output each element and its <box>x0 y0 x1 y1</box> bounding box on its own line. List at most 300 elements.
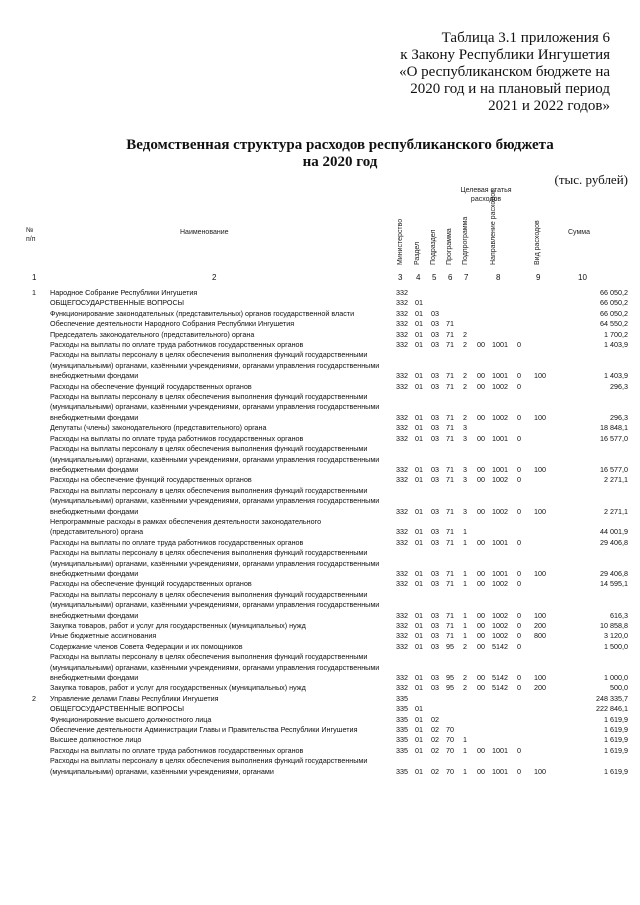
row-code-m: 332 <box>396 506 408 516</box>
row-name: Расходы на выплаты по оплате труда работников государственных органов <box>50 745 304 755</box>
table-row <box>0 392 640 423</box>
row-code-m: 335 <box>396 693 408 703</box>
row-name: Председатель законодательного (представительного) органа <box>50 329 255 339</box>
row-code-pp: 1 <box>463 527 467 537</box>
row-code-r: 01 <box>415 423 423 433</box>
row-code-m: 332 <box>396 621 408 630</box>
row-sum: 1 500,0 <box>604 641 628 651</box>
row-code-pp: 2 <box>463 340 467 350</box>
row-name: Расходы на выплаты персоналу в целях обеспечения выполнения функций государственными (муниципальными) органами, казёнными учреждениями, органами <box>50 756 368 776</box>
table-row <box>0 444 640 475</box>
row-code-d2: 5142 <box>492 641 508 651</box>
row-code-d2: 1002 <box>492 631 508 641</box>
row-code-p: 03 <box>431 412 439 422</box>
row-name: Расходы на обеспечение функций государственных органов <box>50 579 252 589</box>
row-code-m: 332 <box>396 464 408 474</box>
row-code-d1: 00 <box>477 506 485 516</box>
row-code-pp: 1 <box>463 621 467 630</box>
row-code-pr: 70 <box>446 735 454 745</box>
row-code-d1: 00 <box>477 621 485 630</box>
row-name: ОБЩЕГОСУДАРСТВЕННЫЕ ВОПРОСЫ <box>50 298 185 308</box>
row-code-p: 03 <box>431 329 439 339</box>
row-code-pr: 71 <box>446 475 454 485</box>
row-sum: 29 406,8 <box>600 568 628 578</box>
annex-line: Таблица 3.1 приложения 6 <box>441 30 610 46</box>
row-code-pr: 71 <box>446 506 454 516</box>
row-code-p: 03 <box>431 433 439 443</box>
row-code-pr: 70 <box>446 745 454 755</box>
header-name: Наименование <box>180 229 229 236</box>
row-sum: 10 858,8 <box>600 621 628 630</box>
row-code-v: 0 <box>517 506 521 516</box>
row-code-vr: 100 <box>534 464 546 474</box>
row-code-m: 332 <box>396 610 408 620</box>
title-line-2: на 2020 год <box>302 154 378 170</box>
row-code-r: 01 <box>415 568 423 578</box>
row-code-d2: 1001 <box>492 745 508 755</box>
row-code-r: 01 <box>415 506 423 516</box>
row-code-d2: 5142 <box>492 683 508 693</box>
row-code-vr: 100 <box>534 568 546 578</box>
row-sum: 222 846,1 <box>596 704 628 714</box>
row-code-d1: 00 <box>477 371 485 381</box>
row-code-p: 03 <box>431 673 439 683</box>
row-code-vr: 100 <box>534 371 546 381</box>
row-name: Высшее должностное лицо <box>50 735 142 745</box>
row-code-d2: 1002 <box>492 381 508 391</box>
row-code-d2: 1001 <box>492 464 508 474</box>
row-code-r: 01 <box>415 319 423 329</box>
table-row <box>0 631 640 641</box>
table-row <box>0 746 640 756</box>
row-code-r: 01 <box>415 329 423 339</box>
row-number: 2 <box>32 693 36 703</box>
row-number: 1 <box>32 288 36 297</box>
row-code-d2: 1001 <box>492 766 508 776</box>
row-code-pr: 71 <box>446 579 454 589</box>
row-code-r: 01 <box>415 371 423 381</box>
row-code-r: 01 <box>415 641 423 651</box>
row-sum: 1 619,9 <box>604 735 628 745</box>
header-num: № п/п <box>26 227 36 243</box>
row-code-pr: 71 <box>446 537 454 547</box>
row-code-pr: 71 <box>446 381 454 391</box>
row-code-d2: 1002 <box>492 475 508 485</box>
row-sum: 66 050,2 <box>600 288 628 297</box>
row-code-pr: 95 <box>446 683 454 693</box>
row-code-v: 0 <box>517 621 521 630</box>
row-code-pr: 71 <box>446 433 454 443</box>
row-code-pr: 71 <box>446 371 454 381</box>
row-code-d2: 1001 <box>492 568 508 578</box>
row-code-r: 01 <box>415 610 423 620</box>
row-sum: 3 120,0 <box>604 631 628 641</box>
row-code-m: 332 <box>396 371 408 381</box>
row-name: Закупка товаров, работ и услуг для государственных (муниципальных) нужд <box>50 621 306 630</box>
row-code-v: 0 <box>517 745 521 755</box>
table-row <box>0 423 640 433</box>
row-code-pp: 1 <box>463 568 467 578</box>
table-row <box>0 725 640 735</box>
row-code-m: 332 <box>396 340 408 350</box>
header-target-group: Целевая статья расходов <box>460 187 512 203</box>
row-code-pp: 1 <box>463 579 467 589</box>
row-code-r: 01 <box>415 704 423 714</box>
row-code-pr: 95 <box>446 641 454 651</box>
row-code-d1: 00 <box>477 433 485 443</box>
row-code-d2: 1002 <box>492 610 508 620</box>
row-sum: 1 619,9 <box>604 714 628 724</box>
row-name: Расходы на выплаты по оплате труда работников государственных органов <box>50 433 304 443</box>
table-row <box>0 704 640 714</box>
row-code-m: 332 <box>396 308 408 318</box>
row-code-d1: 00 <box>477 381 485 391</box>
row-code-v: 0 <box>517 610 521 620</box>
row-name: Расходы на выплаты по оплате труда работников государственных органов <box>50 537 304 547</box>
table-row <box>0 715 640 725</box>
row-sum: 296,3 <box>610 412 628 422</box>
row-code-pp: 3 <box>463 433 467 443</box>
row-code-m: 332 <box>396 412 408 422</box>
row-code-pp: 3 <box>463 506 467 516</box>
column-number: 2 <box>212 273 217 282</box>
row-code-d1: 00 <box>477 464 485 474</box>
row-code-pp: 3 <box>463 423 467 433</box>
row-code-v: 0 <box>517 766 521 776</box>
row-code-r: 01 <box>415 745 423 755</box>
row-code-pp: 1 <box>463 631 467 641</box>
column-number: 5 <box>432 273 437 282</box>
row-code-d1: 00 <box>477 641 485 651</box>
row-code-d1: 00 <box>477 412 485 422</box>
row-code-p: 03 <box>431 631 439 641</box>
row-code-r: 01 <box>415 735 423 745</box>
header-expense-type: Вид расходов <box>534 220 541 265</box>
row-sum: 1 000,0 <box>604 673 628 683</box>
row-code-m: 335 <box>396 704 408 714</box>
row-code-r: 01 <box>415 537 423 547</box>
row-code-vr: 100 <box>534 506 546 516</box>
header-sum: Сумма <box>568 229 590 236</box>
row-name: Народное Собрание Республики Ингушетия <box>50 288 198 297</box>
row-code-vr: 100 <box>534 610 546 620</box>
row-code-m: 332 <box>396 641 408 651</box>
row-name: Функционирование высшего должностного лица <box>50 714 212 724</box>
row-code-v: 0 <box>517 537 521 547</box>
row-sum: 16 577,0 <box>600 464 628 474</box>
annex-line: «О республиканском бюджете на <box>399 64 610 80</box>
row-code-p: 03 <box>431 381 439 391</box>
row-name: Расходы на обеспечение функций государственных органов <box>50 381 252 391</box>
row-code-vr: 100 <box>534 412 546 422</box>
row-code-d1: 00 <box>477 631 485 641</box>
row-code-p: 03 <box>431 537 439 547</box>
row-name: Расходы на обеспечение функций государственных органов <box>50 475 252 485</box>
row-code-r: 01 <box>415 683 423 693</box>
table-row <box>0 652 640 683</box>
header-subsection: Подраздел <box>430 229 437 265</box>
table-row <box>0 579 640 589</box>
row-code-d1: 00 <box>477 579 485 589</box>
row-name: Расходы на выплаты персоналу в целях обеспечения выполнения функций государственными (муниципальными) органами, казёнными учреждениями, органами управления государственными внебюджетными фондами <box>50 548 380 578</box>
row-code-pr: 70 <box>446 766 454 776</box>
row-code-d2: 1001 <box>492 433 508 443</box>
row-code-v: 0 <box>517 673 521 683</box>
row-code-v: 0 <box>517 371 521 381</box>
row-name: Обеспечение деятельности Администрации Главы и Правительства Республики Ингушетия <box>50 725 358 735</box>
row-sum: 1 619,9 <box>604 745 628 755</box>
row-code-pr: 71 <box>446 412 454 422</box>
row-code-pr: 71 <box>446 621 454 630</box>
row-code-pp: 1 <box>463 745 467 755</box>
row-sum: 16 577,0 <box>600 433 628 443</box>
row-code-pr: 71 <box>446 631 454 641</box>
row-code-vr: 800 <box>534 631 546 641</box>
table-row <box>0 694 640 704</box>
row-sum: 1 403,9 <box>604 340 628 350</box>
row-code-p: 03 <box>431 568 439 578</box>
row-code-pr: 70 <box>446 725 454 735</box>
row-code-d1: 00 <box>477 610 485 620</box>
row-code-p: 03 <box>431 371 439 381</box>
row-code-m: 332 <box>396 298 408 308</box>
row-code-m: 332 <box>396 683 408 693</box>
row-code-r: 01 <box>415 673 423 683</box>
row-sum: 44 001,9 <box>600 527 628 537</box>
row-code-v: 0 <box>517 340 521 350</box>
row-sum: 29 406,8 <box>600 537 628 547</box>
header-direction: Направление расходов <box>490 189 497 265</box>
annex-line: 2021 и 2022 годов» <box>488 98 610 114</box>
table-row <box>0 486 640 517</box>
row-name: Расходы на выплаты персоналу в целях обеспечения выполнения функций государственными (муниципальными) органами, казёнными учреждениями, органами управления государственными внебюджетными фондами <box>50 589 380 620</box>
table-row <box>0 590 640 621</box>
row-name: Обеспечение деятельности Народного Собрания Республики Ингушетия <box>50 319 295 329</box>
row-sum: 14 595,1 <box>600 579 628 589</box>
row-code-v: 0 <box>517 568 521 578</box>
row-sum: 2 271,1 <box>604 475 628 485</box>
row-code-d1: 00 <box>477 673 485 683</box>
table-row <box>0 350 640 381</box>
table-row <box>0 475 640 485</box>
column-number: 4 <box>416 273 421 282</box>
row-code-r: 01 <box>415 579 423 589</box>
row-sum: 500,0 <box>610 683 628 693</box>
column-number: 9 <box>536 273 541 282</box>
table-row <box>0 517 640 538</box>
row-code-p: 02 <box>431 725 439 735</box>
row-code-r: 01 <box>415 631 423 641</box>
row-code-r: 01 <box>415 464 423 474</box>
row-code-pp: 2 <box>463 412 467 422</box>
row-code-pp: 3 <box>463 475 467 485</box>
row-name: Расходы на выплаты персоналу в целях обеспечения выполнения функций государственными (муниципальными) органами, казёнными учреждениями, органами управления государственными внебюджетными фондами <box>50 652 380 683</box>
row-code-v: 0 <box>517 464 521 474</box>
row-name: Депутаты (члены) законодательного (представительного) органа <box>50 423 267 433</box>
row-code-p: 03 <box>431 340 439 350</box>
header-program: Программа <box>446 228 453 265</box>
row-code-m: 332 <box>396 329 408 339</box>
row-code-v: 0 <box>517 412 521 422</box>
row-code-m: 332 <box>396 433 408 443</box>
table-row <box>0 642 640 652</box>
row-code-pr: 71 <box>446 568 454 578</box>
header-subprogram: Подпрограмма <box>462 216 469 265</box>
row-code-m: 335 <box>396 714 408 724</box>
annex-header <box>340 30 610 115</box>
row-code-p: 03 <box>431 621 439 630</box>
row-code-m: 332 <box>396 673 408 683</box>
table-row <box>0 340 640 350</box>
row-code-d1: 00 <box>477 475 485 485</box>
row-name: Содержание членов Совета Федерации и их помощников <box>50 641 243 651</box>
row-name: Иные бюджетные ассигнования <box>50 631 157 641</box>
row-code-r: 01 <box>415 298 423 308</box>
row-sum: 1 619,9 <box>604 725 628 735</box>
row-code-r: 01 <box>415 527 423 537</box>
row-code-pp: 1 <box>463 735 467 745</box>
row-code-p: 03 <box>431 319 439 329</box>
row-code-r: 01 <box>415 714 423 724</box>
row-code-v: 0 <box>517 631 521 641</box>
row-code-vr: 100 <box>534 673 546 683</box>
row-code-pr: 71 <box>446 319 454 329</box>
row-code-p: 02 <box>431 766 439 776</box>
row-code-m: 332 <box>396 527 408 537</box>
row-sum: 248 335,7 <box>596 693 628 703</box>
annex-line: 2020 год и на плановый период <box>410 81 610 97</box>
row-code-r: 01 <box>415 475 423 485</box>
row-code-r: 01 <box>415 621 423 630</box>
table-row <box>0 330 640 340</box>
column-number: 7 <box>464 273 469 282</box>
row-name: Непрограммные расходы в рамках обеспечения деятельности законодательного (представительного) органа <box>50 516 322 537</box>
row-sum: 616,3 <box>610 610 628 620</box>
table-row <box>0 298 640 308</box>
column-number: 1 <box>32 273 37 282</box>
row-code-d1: 00 <box>477 340 485 350</box>
row-code-v: 0 <box>517 381 521 391</box>
table-row <box>0 621 640 631</box>
row-sum: 64 550,2 <box>600 319 628 329</box>
row-sum: 66 050,2 <box>600 308 628 318</box>
table-row <box>0 319 640 329</box>
row-code-v: 0 <box>517 433 521 443</box>
row-code-m: 335 <box>396 745 408 755</box>
row-code-p: 03 <box>431 464 439 474</box>
row-code-vr: 200 <box>534 621 546 630</box>
row-name: ОБЩЕГОСУДАРСТВЕННЫЕ ВОПРОСЫ <box>50 704 185 714</box>
row-name: Управление делами Главы Республики Ингушетия <box>50 693 219 703</box>
row-sum: 296,3 <box>610 381 628 391</box>
row-code-p: 03 <box>431 610 439 620</box>
annex-line: к Закону Республики Ингушетия <box>400 47 610 63</box>
column-numbers-row <box>0 273 640 285</box>
row-name: Закупка товаров, работ и услуг для государственных (муниципальных) нужд <box>50 683 306 693</box>
row-code-p: 03 <box>431 506 439 516</box>
row-code-pp: 2 <box>463 381 467 391</box>
table-row <box>0 735 640 745</box>
row-code-pp: 1 <box>463 610 467 620</box>
row-code-r: 01 <box>415 340 423 350</box>
row-name: Функционирование законодательных (представительных) органов государственной власти <box>50 308 355 318</box>
row-code-v: 0 <box>517 475 521 485</box>
row-code-r: 01 <box>415 308 423 318</box>
row-code-p: 03 <box>431 475 439 485</box>
row-code-d2: 1002 <box>492 621 508 630</box>
table-row <box>0 288 640 298</box>
column-number: 10 <box>578 273 587 282</box>
row-code-d2: 1001 <box>492 340 508 350</box>
row-code-p: 03 <box>431 527 439 537</box>
row-code-p: 03 <box>431 641 439 651</box>
row-code-m: 332 <box>396 475 408 485</box>
row-code-r: 01 <box>415 433 423 443</box>
row-sum: 1 403,9 <box>604 371 628 381</box>
row-code-r: 01 <box>415 725 423 735</box>
row-name: Расходы на выплаты по оплате труда работников государственных органов <box>50 340 304 350</box>
row-code-m: 335 <box>396 766 408 776</box>
row-code-v: 0 <box>517 683 521 693</box>
row-code-pr: 95 <box>446 673 454 683</box>
row-code-v: 0 <box>517 641 521 651</box>
row-code-pr: 71 <box>446 527 454 537</box>
row-code-d2: 5142 <box>492 673 508 683</box>
row-code-p: 03 <box>431 423 439 433</box>
table-row <box>0 538 640 548</box>
table-row <box>0 756 640 777</box>
row-sum: 1 619,9 <box>604 766 628 776</box>
row-sum: 1 700,2 <box>604 329 628 339</box>
row-code-vr: 100 <box>534 766 546 776</box>
title-line-1: Ведомственная структура расходов республиканского бюджета <box>126 137 554 153</box>
row-code-m: 332 <box>396 319 408 329</box>
column-number: 8 <box>496 273 501 282</box>
row-code-pp: 1 <box>463 537 467 547</box>
units-label: (тыс. рублей) <box>554 172 628 187</box>
row-name: Расходы на выплаты персоналу в целях обеспечения выполнения функций государственными (муниципальными) органами, казёнными учреждениями, органами управления государственными внебюджетными фондами <box>50 444 380 474</box>
row-name: Расходы на выплаты персоналу в целях обеспечения выполнения функций государственными (муниципальными) органами, казёнными учреждениями, органами управления государственными внебюджетными фондами <box>50 350 380 381</box>
row-code-d1: 00 <box>477 745 485 755</box>
row-code-pp: 2 <box>463 673 467 683</box>
row-code-d2: 1001 <box>492 537 508 547</box>
row-code-m: 332 <box>396 568 408 578</box>
header-ministry: Министерство <box>397 218 404 265</box>
row-code-d2: 1002 <box>492 506 508 516</box>
row-code-pp: 3 <box>463 464 467 474</box>
row-sum: 18 848,1 <box>600 423 628 433</box>
row-code-p: 02 <box>431 714 439 724</box>
row-code-m: 332 <box>396 381 408 391</box>
row-code-d1: 00 <box>477 568 485 578</box>
row-code-r: 01 <box>415 766 423 776</box>
row-code-pp: 2 <box>463 329 467 339</box>
row-code-m: 332 <box>396 423 408 433</box>
table-row <box>0 548 640 579</box>
table-row <box>0 434 640 444</box>
row-code-pp: 2 <box>463 641 467 651</box>
row-code-p: 03 <box>431 683 439 693</box>
row-code-pr: 71 <box>446 464 454 474</box>
row-code-d1: 00 <box>477 683 485 693</box>
row-name: Расходы на выплаты персоналу в целях обеспечения выполнения функций государственными (муниципальными) органами, казёнными учреждениями, органами управления государственными внебюджетными фондами <box>50 392 380 422</box>
row-sum: 2 271,1 <box>604 506 628 516</box>
row-code-r: 01 <box>415 381 423 391</box>
row-code-v: 0 <box>517 579 521 589</box>
table-row <box>0 683 640 693</box>
row-code-pp: 2 <box>463 683 467 693</box>
row-code-m: 332 <box>396 579 408 589</box>
